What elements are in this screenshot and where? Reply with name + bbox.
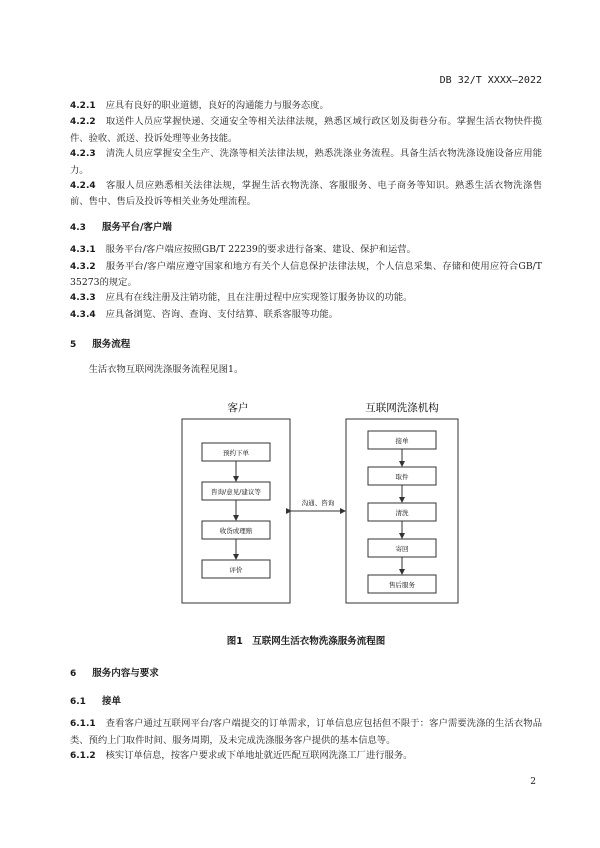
clause-number: 4.2.1 [70,101,96,111]
step-label: 取件 [395,473,409,482]
section-title: 服务流程 [92,339,131,351]
step-label: 接单 [395,437,409,446]
step-label: 清洗 [395,509,409,518]
clause-6-1-1 [70,716,542,748]
clause-text: 应具备浏览、咨询、查询、支付结算、联系客服等功能。 [105,308,339,320]
clause-text: 服务平台/客户端应按照GB/T 22239的要求进行备案、建设、保护和运营。 [105,244,416,256]
clause-number: 4.3.1 [70,245,96,256]
clause-number: 6.1.1 [70,719,96,730]
clause-4-3-2 [70,259,542,291]
section-heading-6 [70,666,542,682]
flowchart-figure [70,381,542,626]
clause-6-1-2 [70,748,542,764]
section-5-intro: 生活衣物互联网洗涤服务流程见图1。 [88,363,244,375]
clause-number: 4.3.3 [70,293,96,304]
step-label: 预约下单 [223,449,249,458]
section-heading-5 [70,337,542,353]
clause-text: 清洗人员应掌握安全生产、洗涤等相关法律法规，熟悉洗涤业务流程。具备生活衣物洗涤设施设备应用能力。 [70,148,542,176]
communication-label: 沟通、咨询 [301,499,335,508]
institution-title: 互联网洗涤机构 [365,402,439,415]
section-title: 服务内容与要求 [92,667,159,679]
clause-number: 4.3.4 [70,309,96,320]
document-header: DB 32/T XXXX—2022 [439,75,542,86]
institution-steps [368,431,436,593]
step-label: 咨询/意见/建议等 [211,488,261,497]
clause-4-2-3 [70,146,542,178]
clause-4-2-2 [70,114,542,146]
clause-text: 取送件人员应掌握快递、交通安全等相关法律法规，熟悉区域行政区划及街巷分布。掌握生活衣物快件揽件、验收、派送、投诉处理等业务技能。 [70,116,542,144]
section-number: 4.3 [70,222,86,233]
clause-4-2-4 [70,178,542,210]
clause-text: 应具有良好的职业道德，良好的沟通能力与服务态度。 [105,100,329,111]
section-number: 5 [70,340,77,351]
document-body [70,98,542,765]
clause-number: 4.2.3 [70,149,96,160]
clause-text: 核实订单信息，按客户要求或下单地址就近匹配互联网洗涤工厂进行服务。 [105,750,413,762]
section-number: 6 [70,668,77,679]
clause-4-3-3 [70,290,542,306]
clause-4-3-1 [70,242,542,258]
clause-text: 应具有在线注册及注销功能，且在注册过程中应实现签订服务协议的功能。 [105,292,413,304]
step-label: 寄回 [395,545,409,554]
clause-4-3-4 [70,307,542,323]
clause-text: 查看客户通过互联网平台/客户端提交的订单需求，订单信息应包括但不限于：客户需要洗涤的生活衣物品类、预约上门取件时间、服务周期，及未完成洗涤服务客户提供的基本信息等。 [70,718,542,746]
customer-title: 客户 [227,402,249,415]
clause-number: 4.3.2 [70,261,96,272]
clause-text: 客服人员应熟悉相关法律法规，掌握生活衣物洗涤、客服服务、电子商务等知识。熟悉生活衣物洗涤售前、售中、售后及投诉等相关业务处理流程。 [70,180,542,208]
figure-caption: 图1 互联网生活衣物洗涤服务流程图 [226,636,386,648]
section-heading-6-1 [70,694,542,710]
step-label: 售后服务 [389,581,415,590]
section-heading-4-3 [70,220,542,236]
clause-number: 4.2.2 [70,117,96,128]
flowchart-svg [70,381,542,626]
clause-number: 4.2.4 [70,181,96,192]
clause-text: 服务平台/客户端应遵守国家和地方有关个人信息保护法律法规，个人信息采集、存储和使用应符合GB/T 35273的规定。 [70,260,542,289]
page-number: 2 [530,777,536,787]
section-number: 6.1 [70,696,86,707]
step-label: 收货或理赔 [219,527,253,536]
customer-steps [202,443,270,578]
clause-number: 6.1.2 [70,751,96,762]
step-label: 评价 [229,566,243,575]
clause-4-2-1 [70,98,542,114]
section-title: 服务平台/客户端 [101,221,172,233]
section-title: 接单 [101,695,121,707]
